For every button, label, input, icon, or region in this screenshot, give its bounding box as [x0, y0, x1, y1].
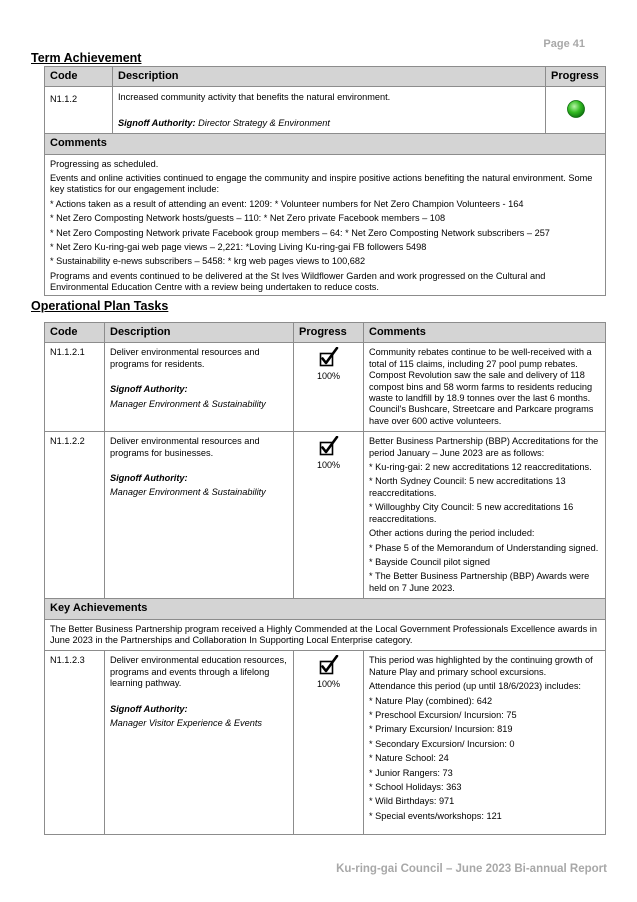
comment-line: * Ku-ring-gai: 2 new accreditations 12 reaccreditations. [369, 462, 592, 473]
comment-line: * Phase 5 of the Memorandum of Understanding signed. [369, 542, 599, 553]
task-description: Deliver environmental resources and programs for residents. [110, 347, 260, 369]
comment-line: Other actions during the period included: [369, 528, 535, 539]
comment-line: Programs and events continued to be delivered at the St Ives Wildflower Garden and work progressed on the Cultural and Environmental Education Centre with a review being undertaken to reduce costs. [50, 270, 546, 293]
comment-line: Progressing as scheduled. [50, 158, 159, 169]
comment-line: * Junior Rangers: 73 [369, 767, 453, 778]
status-green-circle-icon [566, 99, 586, 119]
task-comments-cell [364, 432, 606, 599]
term-achievement-title: Term Achievement [31, 51, 142, 65]
task-code: N1.1.2.3 [45, 651, 105, 835]
signoff-value: Manager Visitor Experience & Events [110, 717, 263, 728]
key-achievements-header-row [45, 599, 606, 619]
task-row [45, 343, 606, 432]
task-description-cell [105, 651, 294, 835]
term-row [45, 87, 606, 134]
header-comments: Comments [364, 323, 606, 343]
key-achievements-text: The Better Business Partnership program received a Highly Commended at the Local Government Professionals Excellence awards in June 2023 in the Partnerships and Collaboration In Supporting Local Enterprise category. [45, 619, 606, 651]
task-progress-cell [294, 432, 364, 599]
comment-line: * Willoughby City Council: 5 new accreditations 16 reaccreditations. [369, 502, 574, 524]
comment-line: * Special events/workshops: 121 [369, 810, 502, 821]
comment-line: * Net Zero Composting Network hosts/guests – 110: * Net Zero private Facebook members – 108 [50, 213, 446, 224]
task-progress-cell [294, 651, 364, 835]
task-description: Deliver environmental education resources, programs and events through a lifelong learning pathway. [110, 655, 287, 689]
comment-line: This period was highlighted by the continuing growth of Nature Play and primary school excursions. [369, 655, 593, 677]
report-footer: Ku-ring-gai Council – June 2023 Bi-annual Report [336, 863, 607, 875]
header-progress: Progress [546, 67, 606, 87]
signoff-value: Manager Environment & Sustainability [110, 487, 266, 498]
checkbox-checked-icon [319, 655, 339, 675]
comments-label: Comments [45, 134, 606, 154]
term-header-row [45, 67, 606, 87]
comment-line: * Net Zero Composting Network private Facebook group members – 64: * Net Zero Composting Network subscribers – 257 [50, 227, 550, 238]
comment-line: * North Sydney Council: 5 new accreditations 13 reaccreditations. [369, 476, 566, 498]
task-code: N1.1.2.2 [45, 432, 105, 599]
signoff-label: Signoff Authority: [118, 117, 196, 128]
comment-line: Attendance this period (up until 18/6/2023) includes: [369, 681, 581, 692]
operational-plan-table [44, 322, 606, 835]
term-progress-cell [546, 87, 606, 134]
term-comments-row [45, 154, 606, 295]
term-signoff [118, 118, 540, 129]
progress-percent: 100% [316, 678, 341, 689]
term-description-cell [113, 87, 546, 134]
comment-line: * Secondary Excursion/ Incursion: 0 [369, 738, 515, 749]
comment-line: * Primary Excursion/ Incursion: 819 [369, 724, 513, 735]
ops-header-row [45, 323, 606, 343]
term-comments-cell [45, 154, 606, 295]
comment-line: * Net Zero Ku-ring-gai web page views – 2,221: *Loving Living Ku-ring-gai FB followers 5498 [50, 242, 427, 253]
progress-percent: 100% [316, 459, 341, 470]
signoff-label: Signoff Authority: [110, 703, 188, 714]
header-description: Description [113, 67, 546, 87]
comment-line: * Sustainability e-news subscribers – 5458: * krg web pages views to 100,682 [50, 256, 366, 267]
progress-percent: 100% [316, 370, 341, 381]
key-achievements-row [45, 619, 606, 651]
term-description: Increased community activity that benefits the natural environment. [118, 92, 391, 103]
task-description-cell [105, 343, 294, 432]
comment-line: * Actions taken as a result of attending an event: 1209: * Volunteer numbers for Net Zero Champion Volunteers - 164 [50, 198, 524, 209]
comment-line: Community rebates continue to be well-received with a total of 115 claims, including 27 pool pump rebates. Compost Revolution saw the sale and delivery of 118 compost bins and 58 worm farms to residents reducing waste to landfill by 18.9 tonnes over the last 6 months. Council's Bushcare, Streetcare and Parkcare programs have over 600 active volunteers. [369, 347, 594, 426]
task-progress-cell [294, 343, 364, 432]
task-description-cell [105, 432, 294, 599]
signoff-label: Signoff Authority: [110, 384, 188, 395]
comment-line: * Wild Birthdays: 971 [369, 796, 455, 807]
signoff-value: Manager Environment & Sustainability [110, 398, 266, 409]
comment-line: * Nature Play (combined): 642 [369, 695, 493, 706]
term-code: N1.1.2 [45, 87, 113, 134]
comment-line: Better Business Partnership (BBP) Accreditations for the period January – June 2023 are as follows: [369, 436, 599, 458]
checkbox-checked-icon [319, 347, 339, 367]
term-achievement-table [44, 66, 606, 296]
checkbox-checked-icon [319, 436, 339, 456]
comment-line: * School Holidays: 363 [369, 782, 462, 792]
task-comments-cell [364, 651, 606, 835]
comment-line: Events and online activities continued to engage the community and inspire positive actions benefiting the natural environment. Some key statistics for our engagement include: [50, 173, 593, 195]
term-comments-header-row [45, 134, 606, 154]
comment-line: * Bayside Council pilot signed [369, 556, 491, 567]
signoff-label: Signoff Authority: [110, 473, 188, 484]
comment-line: * Preschool Excursion/ Incursion: 75 [369, 709, 517, 720]
header-description: Description [105, 323, 294, 343]
comment-line: * Nature School: 24 [369, 753, 449, 764]
header-code: Code [45, 323, 105, 343]
signoff-value: Director Strategy & Environment [198, 117, 330, 128]
page-number: Page 41 [543, 38, 585, 50]
task-row [45, 651, 606, 835]
task-code: N1.1.2.1 [45, 343, 105, 432]
task-description: Deliver environmental resources and programs for businesses. [110, 436, 260, 458]
operational-plan-title: Operational Plan Tasks [31, 299, 169, 313]
task-row [45, 432, 606, 599]
task-comments-cell [364, 343, 606, 432]
comment-line: * The Better Business Partnership (BBP) Awards were held on 7 June 2023. [369, 571, 590, 593]
key-achievements-label: Key Achievements [45, 599, 606, 619]
header-code: Code [45, 67, 113, 87]
header-progress: Progress [294, 323, 364, 343]
